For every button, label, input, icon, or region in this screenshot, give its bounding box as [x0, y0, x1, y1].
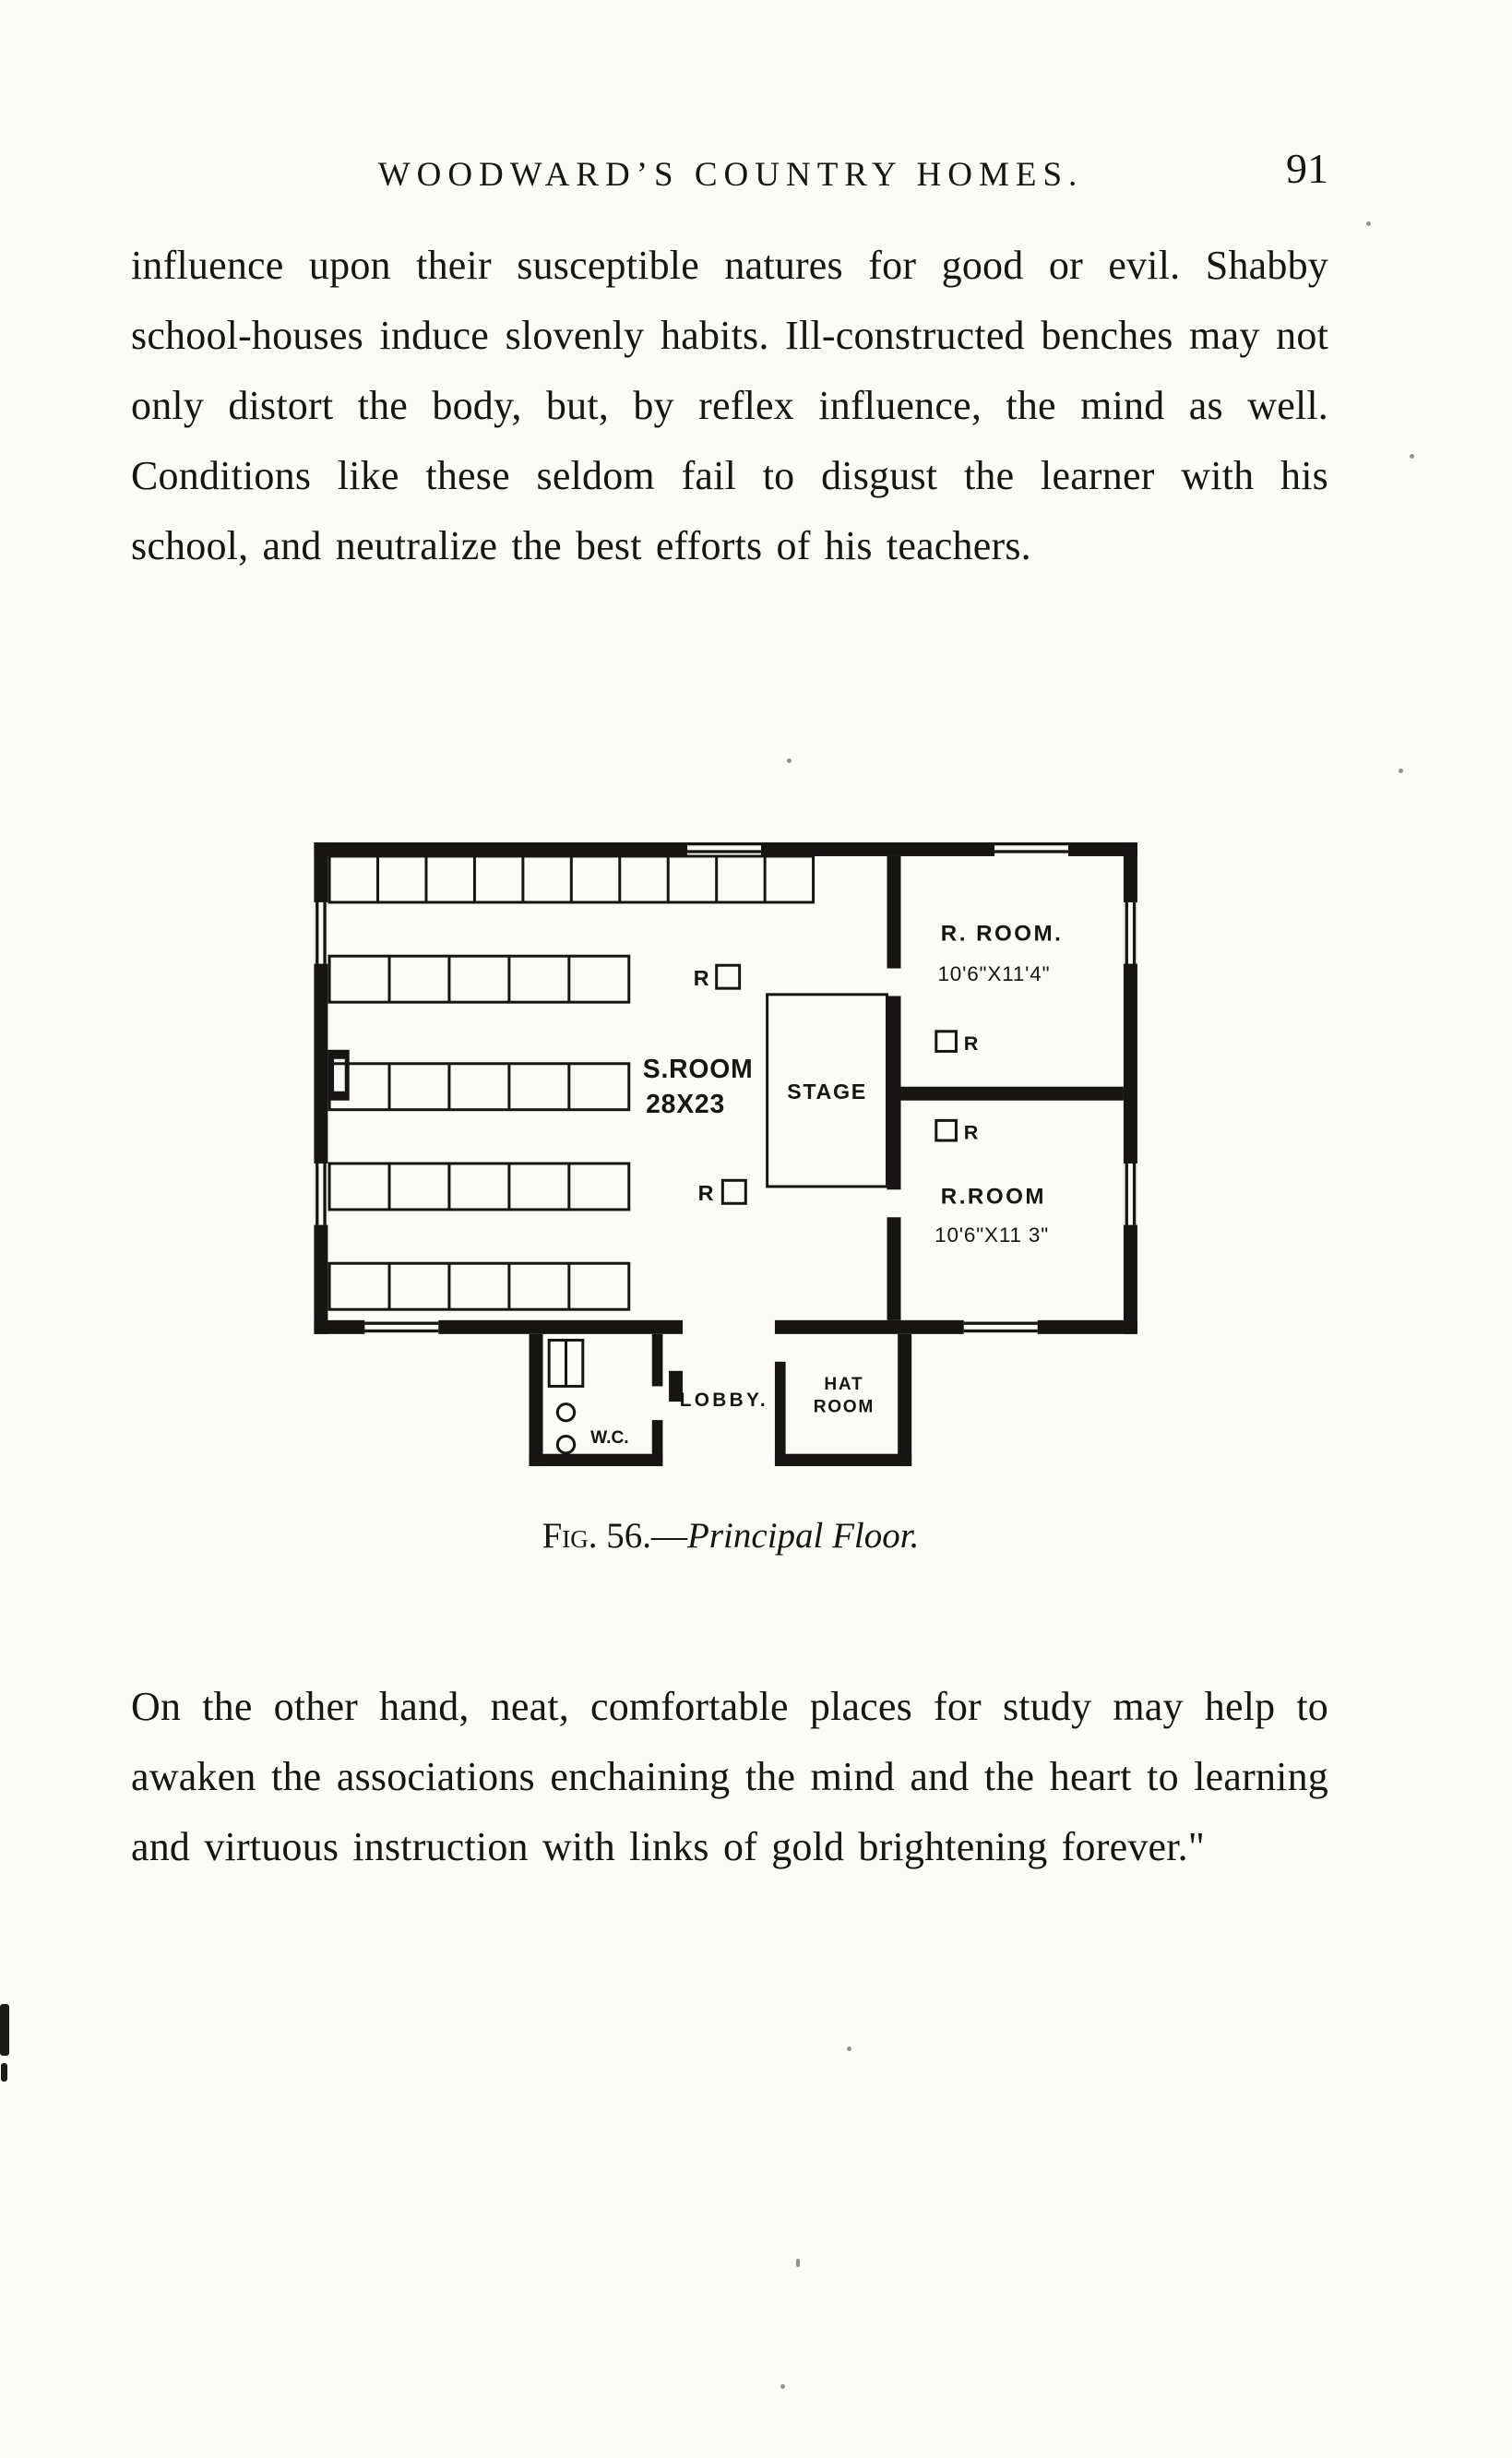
lobby-label: LOBBY. — [679, 1390, 768, 1412]
rroom-top-label: R. ROOM. — [940, 921, 1064, 947]
scan-speck — [1366, 221, 1371, 226]
register-letter: R — [693, 965, 709, 990]
paragraph-1: influence upon their susceptible natures for good or evil. Shabby school-houses induce slovenly habits. Ill-constructed benches may not only distort the body, but, by reflex influence, the mind as well. Conditions like these seldom fail to disgust the learner with his school, and neutralize the best efforts of his teachers. — [131, 243, 1328, 568]
register-letter: R — [963, 1031, 979, 1055]
sroom-size-label: 28X23 — [646, 1089, 726, 1119]
floor-plan — [314, 833, 1144, 1494]
wc-fixtures — [549, 1340, 583, 1452]
wc-label: W.C. — [590, 1428, 629, 1449]
rroom-top-size-label: 10'6"X11'4" — [937, 961, 1051, 985]
running-head: WOODWARD’S COUNTRY HOMES. — [377, 156, 1084, 194]
paragraph-2: On the other hand, neat, comfortable places for study may help to awaken the associations enchaining the mind and the heart to learning and virtuous instruction with links of gold brightening forever." — [131, 1684, 1328, 1869]
scan-speck — [780, 2384, 785, 2389]
rroom-bottom-label: R.ROOM — [940, 1184, 1046, 1210]
page-number: 91 — [1286, 145, 1328, 192]
figure-56 — [314, 833, 1144, 1497]
rroom-bottom-size-label: 10'6"X11 3" — [935, 1223, 1050, 1247]
stage-label: STAGE — [787, 1080, 867, 1104]
hat-room-label-line1: HAT — [824, 1374, 864, 1394]
hat-room-label-line2: ROOM — [813, 1397, 875, 1417]
scan-speck — [847, 2046, 851, 2051]
page-header — [131, 145, 1330, 207]
ink-smudge — [1, 2063, 7, 2082]
figure-caption-title: Principal Floor. — [687, 1516, 920, 1556]
scan-speck — [1399, 769, 1403, 773]
figure-caption — [131, 1515, 1330, 1557]
register-letter: R — [963, 1120, 979, 1144]
scan-speck — [1410, 454, 1414, 459]
figure-caption-number: Fig. 56.— — [542, 1516, 688, 1556]
scan-speck — [796, 2259, 800, 2267]
ink-smudge — [0, 2004, 9, 2056]
register-letter: R — [697, 1180, 714, 1205]
scan-speck — [787, 758, 792, 763]
sroom-label: S.ROOM — [642, 1053, 754, 1083]
